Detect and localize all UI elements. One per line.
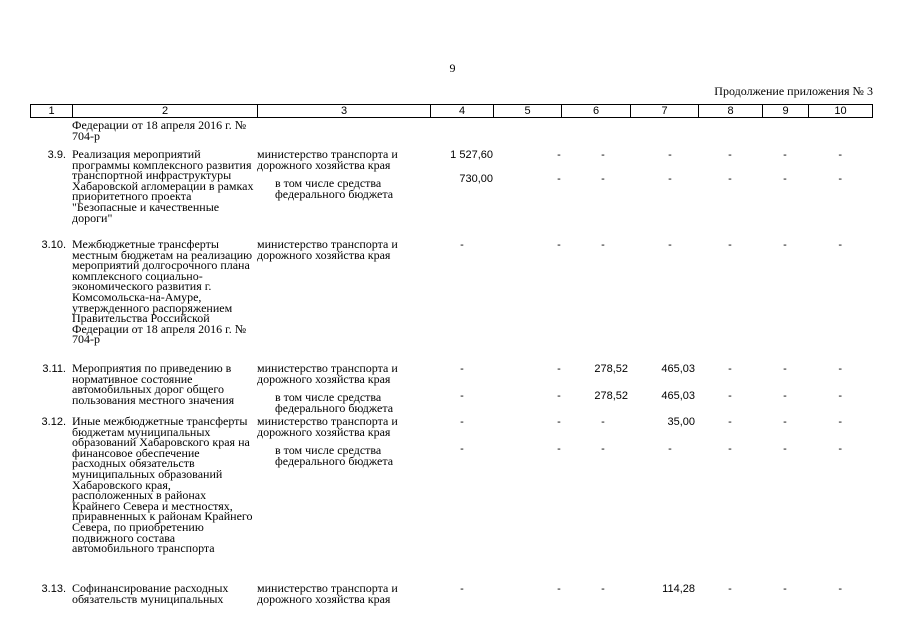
sub-value-col-7: - xyxy=(668,173,672,185)
sub-value-col-5: - xyxy=(557,173,561,185)
value-col-4: - xyxy=(460,363,464,375)
header-col-8: 8 xyxy=(699,105,763,117)
row-name: Мероприятия по приведению в нормативное состояние автомобильных дорог общего пользования местного значения xyxy=(72,361,235,407)
row-number: 3.10. xyxy=(41,239,66,251)
value-col-4: - xyxy=(460,416,464,428)
value-col-8: - xyxy=(728,363,732,375)
sub-value-col-8: - xyxy=(728,390,732,402)
header-col-3: 3 xyxy=(258,105,431,117)
value-col-5: - xyxy=(557,416,561,428)
row-executor xyxy=(257,239,427,260)
executor-sub: в том числе средства федерального бюджета xyxy=(275,443,394,468)
value-col-5: - xyxy=(557,149,561,161)
executor-sub: в том числе средства федерального бюджета xyxy=(275,390,394,415)
header-col-5: 5 xyxy=(494,105,562,117)
row-executor xyxy=(257,363,427,413)
value-col-10: - xyxy=(838,583,842,595)
continuation-caption: Продолжение приложения № 3 xyxy=(714,84,873,98)
value-col-6: 278,52 xyxy=(594,363,628,375)
executor-main: министерство транспорта и дорожного хозяйства края xyxy=(257,581,398,606)
header-col-1: 1 xyxy=(31,105,73,117)
value-col-10: - xyxy=(838,239,842,251)
value-col-9: - xyxy=(783,149,787,161)
executor-main: министерство транспорта и дорожного хозяйства края xyxy=(257,237,398,262)
row-number: 3.11. xyxy=(42,363,66,375)
row-executor xyxy=(257,149,427,199)
header-col-10: 10 xyxy=(834,105,847,117)
row-name: Иные межбюджетные трансферты бюджетам муниципальных образований Хабаровского края на финансовое обеспечение расходных обязательств муниципальных образований Хабаровского края, расположенных в районах Крайнего Севера и местностях, приравненных к районам Крайнего Севера, по приобретению подвижного состава автомобильного транспорта xyxy=(72,414,253,556)
value-col-7: - xyxy=(668,149,672,161)
sub-value-col-9: - xyxy=(783,390,787,402)
value-col-10: - xyxy=(838,416,842,428)
value-col-4: 1 527,60 xyxy=(450,149,493,161)
value-col-5: - xyxy=(557,239,561,251)
sub-value-col-7: 465,03 xyxy=(661,390,695,402)
sub-value-col-10: - xyxy=(838,443,842,455)
table-header-row xyxy=(30,104,873,118)
value-col-5: - xyxy=(557,583,561,595)
sub-value-col-4: - xyxy=(460,443,464,455)
value-col-6: - xyxy=(601,416,605,428)
sub-value-col-4: 730,00 xyxy=(459,173,493,185)
sub-value-col-4: - xyxy=(460,390,464,402)
sub-value-col-9: - xyxy=(783,173,787,185)
value-col-10: - xyxy=(838,149,842,161)
value-col-6: - xyxy=(601,239,605,251)
value-col-8: - xyxy=(728,239,732,251)
row-name: Межбюджетные трансферты местным бюджетам на реализацию мероприятий долгосрочного плана комплексного социально-экономического развития г. Комсомольска-на-Амуре, утвержденного распоряжением Правительства Российской Федерации от 18 апреля 2016 г. № 704-р xyxy=(72,237,253,347)
header-col-2: 2 xyxy=(73,105,258,117)
sub-value-col-6: - xyxy=(601,443,605,455)
row-name: Федерации от 18 апреля 2016 г. № 704-р xyxy=(72,118,247,143)
value-col-4: - xyxy=(460,583,464,595)
executor-main: министерство транспорта и дорожного хозяйства края xyxy=(257,414,398,439)
value-col-7: 465,03 xyxy=(661,363,695,375)
sub-value-col-10: - xyxy=(838,390,842,402)
value-col-9: - xyxy=(783,239,787,251)
value-col-10: - xyxy=(838,363,842,375)
row-number: 3.13. xyxy=(41,583,66,595)
executor-sub: в том числе средства федерального бюджета xyxy=(275,176,394,201)
header-col-6: 6 xyxy=(562,105,631,117)
sub-value-col-10: - xyxy=(838,173,842,185)
value-col-7: - xyxy=(668,239,672,251)
sub-value-col-5: - xyxy=(557,443,561,455)
value-col-9: - xyxy=(783,416,787,428)
header-col-4: 4 xyxy=(431,105,494,117)
value-col-8: - xyxy=(728,149,732,161)
executor-main: министерство транспорта и дорожного хозяйства края xyxy=(257,361,398,386)
sub-value-col-8: - xyxy=(728,173,732,185)
row-name: Софинансирование расходных обязательств муниципальных xyxy=(72,581,229,606)
sub-value-col-6: 278,52 xyxy=(594,390,628,402)
value-col-6: - xyxy=(601,149,605,161)
value-col-9: - xyxy=(783,583,787,595)
sub-value-col-9: - xyxy=(783,443,787,455)
row-name: Реализация мероприятий программы комплексного развития транспортной инфраструктуры Хабаровской агломерации в рамках приоритетного проекта "Безопасные и качественные дороги" xyxy=(72,147,254,225)
value-col-8: - xyxy=(728,416,732,428)
sub-value-col-5: - xyxy=(557,390,561,402)
row-executor xyxy=(257,583,427,604)
value-col-8: - xyxy=(728,583,732,595)
executor-main: министерство транспорта и дорожного хозяйства края xyxy=(257,147,398,172)
sub-value-col-8: - xyxy=(728,443,732,455)
sub-value-col-7: - xyxy=(668,443,672,455)
sub-value-col-6: - xyxy=(601,173,605,185)
header-col-9: 9 xyxy=(763,105,809,117)
value-col-7: 114,28 xyxy=(662,583,695,595)
value-col-6: - xyxy=(601,583,605,595)
value-col-7: 35,00 xyxy=(667,416,695,428)
row-number: 3.9. xyxy=(47,149,66,161)
value-col-5: - xyxy=(557,363,561,375)
value-col-9: - xyxy=(783,363,787,375)
header-col-7: 7 xyxy=(631,105,699,117)
row-executor xyxy=(257,416,427,466)
page-number: 9 xyxy=(449,61,456,75)
value-col-4: - xyxy=(460,239,464,251)
row-number: 3.12. xyxy=(41,416,66,428)
